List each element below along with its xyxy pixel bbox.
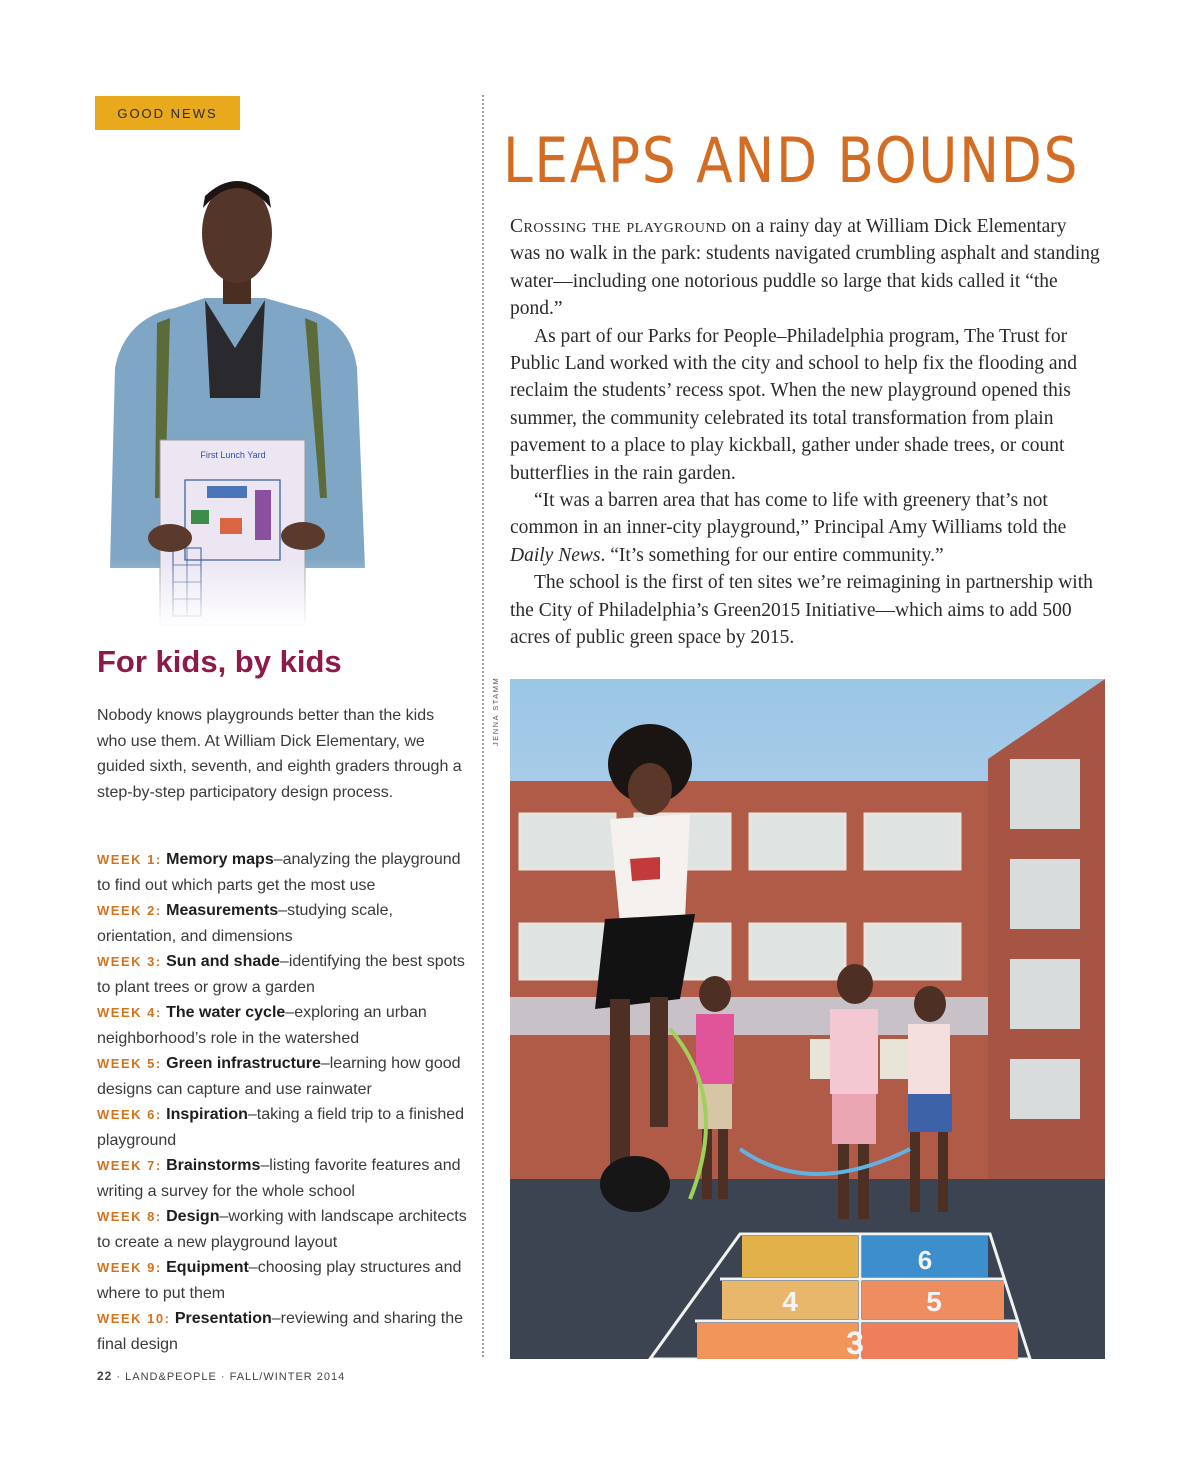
hopscotch-number-5: 5: [926, 1286, 942, 1317]
article-text: on a rainy day at William Dick Elementary was no walk in the park: students navigated crumbling asphalt and standing water—including one notorious puddle so large that kids called it “the pond.”: [510, 216, 1100, 320]
article-lead-in: Crossing the playground: [510, 216, 727, 237]
column-divider: [482, 95, 484, 1357]
article-paragraph: [510, 487, 1100, 569]
week-item: [97, 1051, 467, 1102]
week-item: [97, 1000, 467, 1051]
week-description: –listing favorite features and writing a survey for the whole school: [97, 1157, 461, 1200]
week-description: –reviewing and sharing the final design: [97, 1310, 464, 1353]
week-description: –taking a field trip to a finished playground: [97, 1106, 465, 1149]
week-item: [97, 1153, 467, 1204]
week-item: [97, 1102, 467, 1153]
article-paragraph: As part of our Parks for People–Philadelphia program, The Trust for Public Land worked with the city and school to help fix the flooding and reclaim the students’ recess spot. When the new playground opened this summer, the community celebrated its total transformation from plain pavement to a place to play kickball, gather under shade trees, or count butterflies in the rain garden.: [510, 325, 1078, 484]
week-item: [97, 898, 467, 949]
week-item: [97, 1255, 467, 1306]
week-description: –identifying the best spots to plant trees or grow a garden: [97, 953, 465, 996]
week-item: [97, 949, 467, 1000]
week-topic: Sun and shade: [166, 953, 280, 970]
week-list: [97, 847, 467, 1357]
week-description: –choosing play structures and where to put them: [97, 1259, 462, 1302]
week-topic: Measurements: [166, 902, 279, 919]
week-description: –exploring an urban neighborhood’s role in the watershed: [97, 1004, 427, 1047]
article-paragraph: [510, 213, 1100, 323]
publication-name: Daily News: [510, 544, 601, 566]
hopscotch-number-6: 6: [917, 1245, 933, 1275]
student-portrait-image: [95, 168, 380, 628]
week-description: –working with landscape architects to create a new playground layout: [97, 1208, 467, 1251]
week-label: WEEK 4:: [97, 1005, 162, 1020]
week-label: WEEK 10:: [97, 1311, 171, 1326]
week-topic: The water cycle: [166, 1004, 286, 1021]
section-tag: GOOD NEWS: [95, 96, 240, 130]
page-number: 22: [97, 1369, 113, 1383]
week-label: WEEK 7:: [97, 1158, 162, 1173]
week-label: WEEK 9:: [97, 1260, 162, 1275]
week-topic: Equipment: [166, 1259, 249, 1276]
week-item: [97, 847, 467, 898]
page-footer: [97, 1369, 345, 1383]
week-label: WEEK 6:: [97, 1107, 162, 1122]
week-topic: Presentation: [174, 1310, 272, 1327]
week-topic: Inspiration: [166, 1106, 248, 1123]
week-topic: Memory maps: [166, 851, 274, 868]
week-topic: Green infrastructure: [166, 1055, 321, 1072]
article-text: “It was a barren area that has come to life with greenery that’s not common in an inner-city playground,” Principal Amy Williams told the: [510, 490, 1067, 539]
footer-text: · LAND&PEOPLE · FALL/WINTER 2014: [112, 1371, 346, 1383]
week-label: WEEK 1:: [97, 852, 162, 867]
week-description: –analyzing the playground to find out which parts get the most use: [97, 851, 461, 894]
playground-photo: [510, 679, 1105, 1359]
article-body: [510, 213, 1100, 652]
hopscotch-number-4: 4: [782, 1286, 798, 1317]
article-title: LEAPS AND BOUNDS: [503, 124, 1080, 197]
week-item: [97, 1204, 467, 1255]
sidebar-title: For kids, by kids: [97, 644, 342, 679]
week-label: WEEK 8:: [97, 1209, 162, 1224]
week-item: [97, 1306, 467, 1357]
article-text: . “It’s something for our entire community.”: [600, 544, 944, 566]
week-description: –studying scale, orientation, and dimensions: [97, 902, 393, 945]
week-topic: Design: [166, 1208, 220, 1225]
week-topic: Brainstorms: [166, 1157, 261, 1174]
sidebar-intro: Nobody knows playgrounds better than the kids who use them. At William Dick Elementary, we guided sixth, seventh, and eighth graders through a step-by-step participatory design process.: [97, 707, 462, 801]
photo-credit: JENNA STAMM: [491, 676, 500, 746]
week-label: WEEK 2:: [97, 903, 162, 918]
week-description: –learning how good designs can capture and use rainwater: [97, 1055, 461, 1098]
hopscotch-number-3: 3: [846, 1325, 864, 1359]
article-paragraph: The school is the first of ten sites we’re reimagining in partnership with the City of Philadelphia’s Green2015 Initiative—which aims to add 500 acres of public green space by 2015.: [510, 572, 1093, 649]
week-label: WEEK 3:: [97, 954, 162, 969]
week-label: WEEK 5:: [97, 1056, 162, 1071]
